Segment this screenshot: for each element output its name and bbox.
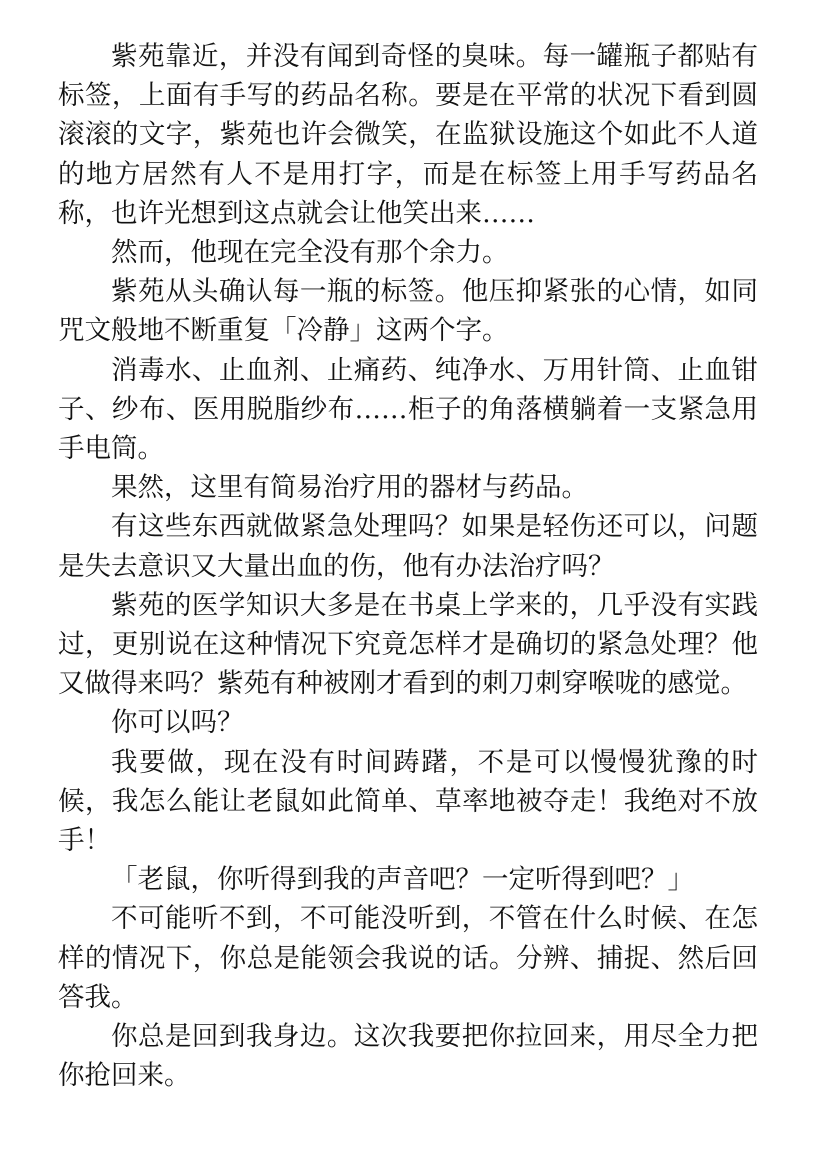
paragraph-8: 你可以吗？ xyxy=(111,707,244,739)
paragraph-5: 果然，这里有简易治疗用的器材与药品。 xyxy=(111,472,588,504)
paragraph-6: 有这些东西就做紧急处理吗？如果是轻伤还可以，问题是失去意识又大量出血的伤，他有办法治疗吗？ xyxy=(58,511,758,582)
paragraph-7: 紫苑的医学知识大多是在书桌上学来的，几乎没有实践过，更别说在这种情况下究竟怎样才是确切的紧急处理？他又做得来吗？紫苑有种被刚才看到的刺刀刺穿喉咙的感觉。 xyxy=(58,589,758,700)
paragraph-12: 你总是回到我身边。这次我要把你拉回来，用尽全力把你抢回来。 xyxy=(58,1021,758,1092)
paragraph-9: 我要做，现在没有时间踌躇，不是可以慢慢犹豫的时候，我怎么能让老鼠如此简单、草率地被夺走！我绝对不放手！ xyxy=(58,746,758,857)
paragraph-10-dialogue: 「老鼠，你听得到我的声音吧？一定听得到吧？」 xyxy=(111,864,694,896)
paragraph-3: 紫苑从头确认每一瓶的标签。他压抑紧张的心情，如同咒文般地不断重复「冷静」这两个字。 xyxy=(58,276,758,347)
paragraph-2: 然而，他现在完全没有那个余力。 xyxy=(111,237,509,269)
document-page xyxy=(58,37,758,1095)
paragraph-1: 紫苑靠近，并没有闻到奇怪的臭味。每一罐瓶子都贴有标签，上面有手写的药品名称。要是在平常的状况下看到圆滚滚的文字，紫苑也许会微笑，在监狱设施这个如此不人道的地方居然有人不是用打字，而是在标签上用手写药品名称，也许光想到这点就会让他笑出来…… xyxy=(58,41,758,229)
paragraph-4: 消毒水、止血剂、止痛药、纯净水、万用针筒、止血钳子、纱布、医用脱脂纱布……柜子的角落横躺着一支紧急用手电筒。 xyxy=(58,354,758,465)
paragraph-11: 不可能听不到，不可能没听到，不管在什么时候、在怎样的情况下，你总是能领会我说的话。分辨、捕捉、然后回答我。 xyxy=(58,903,758,1013)
